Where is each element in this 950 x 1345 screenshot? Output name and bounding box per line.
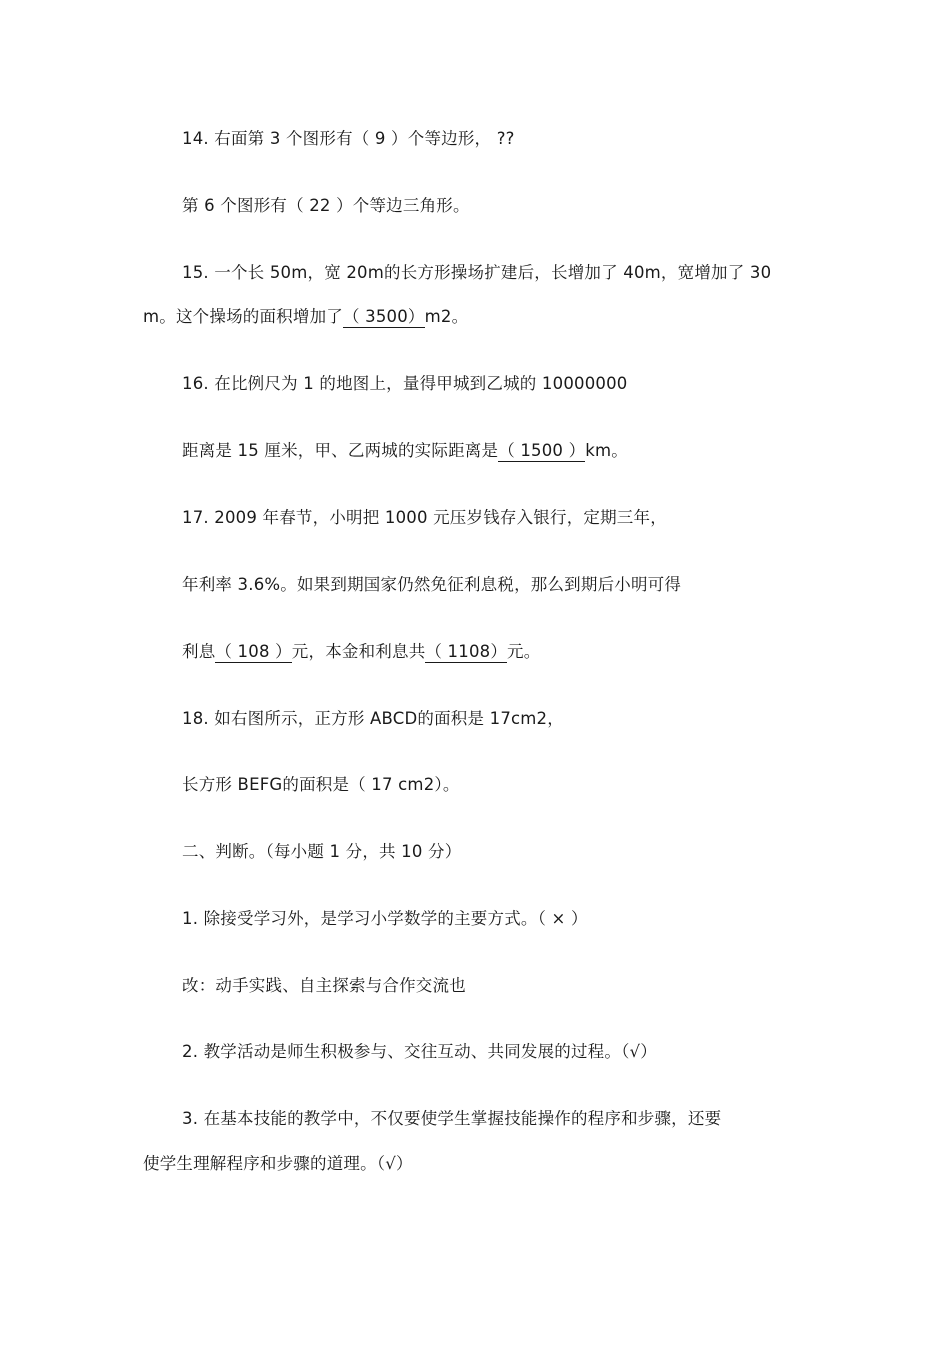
q16-answer: （ 1500 ） [498, 441, 586, 460]
q16-line2-unit: km。 [585, 441, 629, 460]
j1-line1: 1. 除接受学习外，是学习小学数学的主要方式。（ × ） [182, 909, 588, 928]
q18-line1: 18. 如右图所示，正方形 ABCD的面积是 17cm2， [182, 709, 564, 728]
q15-line2 [143, 306, 468, 328]
q14-line1: 14. 右面第 3 个图形有（ 9 ）个等边形， ?? [182, 129, 515, 148]
q17-answer-total: （ 1108） [425, 642, 508, 661]
q16-line2 [182, 440, 628, 462]
q14-line2: 第 6 个图形有（ 22 ）个等边三角形。 [182, 196, 470, 215]
q18-line2: 长方形 BEFG的面积是（ 17 cm2）。 [182, 775, 460, 794]
q15-line2-unit: m2。 [424, 307, 469, 326]
q17-line3 [182, 641, 540, 663]
q17-line2: 年利率 3.6%。如果到期国家仍然免征利息税，那么到期后小明可得 [182, 575, 682, 594]
j1-correction: 改：动手实践、自主探索与合作交流也 [182, 976, 466, 995]
j3-line1: 3. 在基本技能的教学中，不仅要使学生掌握技能操作的程序和步骤，还要 [182, 1109, 722, 1128]
q17-line3-text: 利息 [182, 642, 216, 661]
q17-answer-interest: （ 108 ） [215, 642, 292, 661]
q15-line1: 15. 一个长 50m，宽 20m的长方形操场扩建后，长增加了 40m，宽增加了 30 [182, 263, 772, 282]
section-heading-judgement: 二、判断。（每小题 1 分，共 10 分） [182, 842, 462, 861]
j3-line2: 使学生理解程序和步骤的道理。（√） [143, 1154, 413, 1173]
q16-line2-text: 距离是 15 厘米，甲、乙两城的实际距离是 [182, 441, 499, 460]
q15-answer: （ 3500） [342, 307, 425, 326]
q16-line1: 16. 在比例尺为 1 的地图上，量得甲城到乙城的 10000000 [182, 374, 628, 393]
q17-line3-end: 元。 [507, 642, 541, 661]
j2-line1: 2. 教学活动是师生积极参与、交往互动、共同发展的过程。（√） [182, 1042, 657, 1061]
q17-line3-mid: 元，本金和利息共 [291, 642, 426, 661]
q17-line1: 17. 2009 年春节，小明把 1000 元压岁钱存入银行，定期三年， [182, 508, 667, 527]
q15-line2-text: m。这个操场的面积增加了 [143, 307, 343, 326]
